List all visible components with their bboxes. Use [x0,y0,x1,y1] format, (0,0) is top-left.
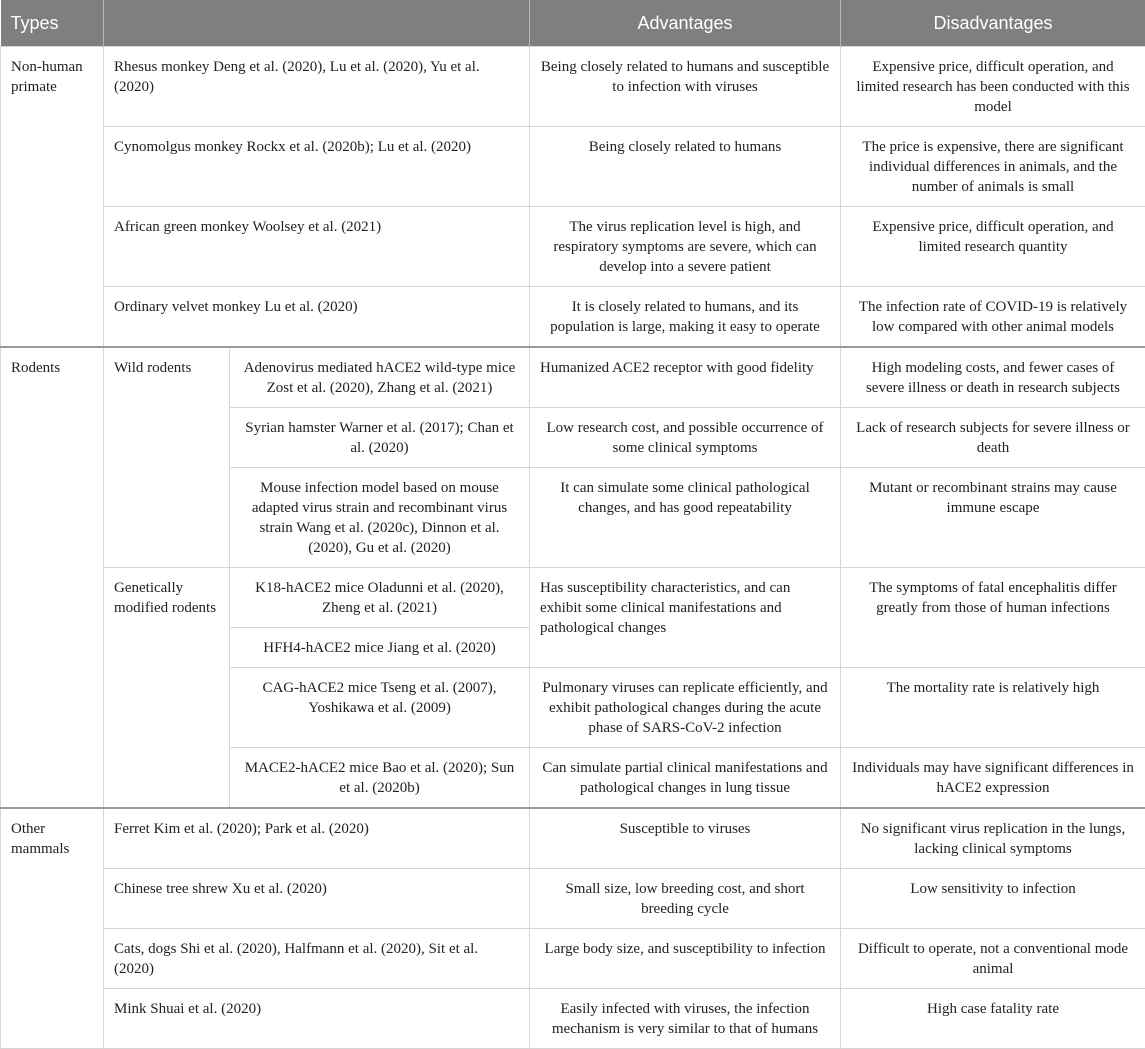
group-rodents: Rodents [1,347,104,808]
advantage-cell: Has susceptibility characteristics, and can exhibit some clinical manifestations and pathological changes [530,568,841,668]
table-row [1,347,1145,408]
model-cell: Chinese tree shrew Xu et al. (2020) [104,869,530,929]
table-row [1,47,1145,127]
advantage-cell: It is closely related to humans, and its population is large, making it easy to operate [530,287,841,348]
model-cell: Mouse infection model based on mouse adapted virus strain and recombinant virus strain Wang et al. (2020c), Dinnon et al. (2020), Gu et al. (2020) [230,468,530,568]
table-row [1,929,1145,989]
subgroup-genetically-modified: Genetically modified rodents [104,568,230,809]
subgroup-wild-rodents: Wild rodents [104,347,230,568]
header-advantages: Advantages [530,0,841,47]
table-row [1,207,1145,287]
advantage-cell: The virus replication level is high, and respiratory symptoms are severe, which can develop into a severe patient [530,207,841,287]
disadvantage-cell: The price is expensive, there are significant individual differences in animals, and the number of animals is small [841,127,1145,207]
disadvantage-cell: Mutant or recombinant strains may cause immune escape [841,468,1145,568]
header-row [1,0,1145,47]
table-row [1,287,1145,348]
advantage-cell: Pulmonary viruses can replicate efficiently, and exhibit pathological changes during the acute phase of SARS-CoV-2 infection [530,668,841,748]
advantage-cell: Low research cost, and possible occurrence of some clinical symptoms [530,408,841,468]
disadvantage-cell: The mortality rate is relatively high [841,668,1145,748]
disadvantage-cell: Individuals may have significant differences in hACE2 expression [841,748,1145,809]
disadvantage-cell: The infection rate of COVID-19 is relatively low compared with other animal models [841,287,1145,348]
disadvantage-cell: High case fatality rate [841,989,1145,1049]
advantage-cell: Humanized ACE2 receptor with good fidelity [530,347,841,408]
model-cell: K18-hACE2 mice Oladunni et al. (2020), Zheng et al. (2021) [230,568,530,628]
table-row [1,869,1145,929]
model-cell: Ferret Kim et al. (2020); Park et al. (2020) [104,808,530,869]
group-nonhuman-primate: Non-human primate [1,47,104,348]
model-cell: Ordinary velvet monkey Lu et al. (2020) [104,287,530,348]
disadvantage-cell: No significant virus replication in the lungs, lacking clinical symptoms [841,808,1145,869]
table-row [1,808,1145,869]
model-cell: Adenovirus mediated hACE2 wild-type mice Zost et al. (2020), Zhang et al. (2021) [230,347,530,408]
model-cell: Cats, dogs Shi et al. (2020), Halfmann et al. (2020), Sit et al. (2020) [104,929,530,989]
model-cell: CAG-hACE2 mice Tseng et al. (2007), Yoshikawa et al. (2009) [230,668,530,748]
disadvantage-cell: Low sensitivity to infection [841,869,1145,929]
table-row [1,568,1145,628]
header-disadvantages: Disadvantages [841,0,1145,47]
disadvantage-cell: Expensive price, difficult operation, and limited research quantity [841,207,1145,287]
model-cell: Cynomolgus monkey Rockx et al. (2020b); Lu et al. (2020) [104,127,530,207]
disadvantage-cell: The symptoms of fatal encephalitis differ greatly from those of human infections [841,568,1145,668]
disadvantage-cell: Expensive price, difficult operation, and limited research has been conducted with this model [841,47,1145,127]
model-cell: Mink Shuai et al. (2020) [104,989,530,1049]
disadvantage-cell: Difficult to operate, not a conventional mode animal [841,929,1145,989]
header-models [104,0,530,47]
disadvantage-cell: Lack of research subjects for severe illness or death [841,408,1145,468]
table-row [1,989,1145,1049]
model-cell: HFH4-hACE2 mice Jiang et al. (2020) [230,628,530,668]
model-cell: MACE2-hACE2 mice Bao et al. (2020); Sun et al. (2020b) [230,748,530,809]
advantage-cell: It can simulate some clinical pathological changes, and has good repeatability [530,468,841,568]
disadvantage-cell: High modeling costs, and fewer cases of severe illness or death in research subjects [841,347,1145,408]
group-other-mammals: Other mammals [1,808,104,1049]
advantage-cell: Small size, low breeding cost, and short breeding cycle [530,869,841,929]
advantage-cell: Being closely related to humans [530,127,841,207]
model-cell: African green monkey Woolsey et al. (2021) [104,207,530,287]
model-cell: Syrian hamster Warner et al. (2017); Chan et al. (2020) [230,408,530,468]
table-row [1,127,1145,207]
advantage-cell: Easily infected with viruses, the infection mechanism is very similar to that of humans [530,989,841,1049]
model-cell: Rhesus monkey Deng et al. (2020), Lu et al. (2020), Yu et al. (2020) [104,47,530,127]
advantage-cell: Being closely related to humans and susceptible to infection with viruses [530,47,841,127]
header-types: Types [1,0,104,47]
advantage-cell: Can simulate partial clinical manifestations and pathological changes in lung tissue [530,748,841,809]
advantage-cell: Large body size, and susceptibility to infection [530,929,841,989]
advantage-cell: Susceptible to viruses [530,808,841,869]
